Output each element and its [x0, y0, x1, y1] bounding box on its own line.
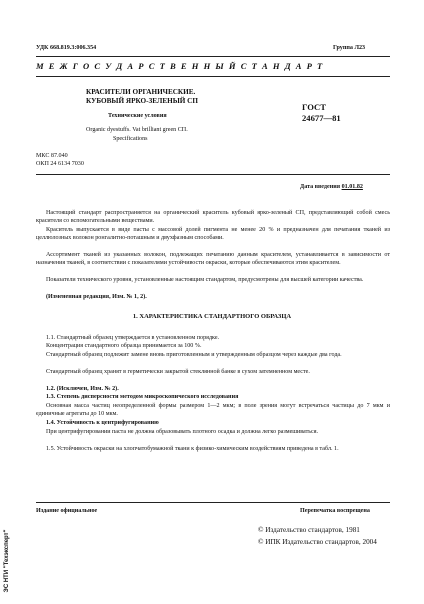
footer-rule [36, 502, 390, 503]
udk-code: УДК 668.819.3:006.354 [36, 45, 97, 51]
clause-1-3-text: Основная масса частиц неопределенной формы размером 1—2 мкм; в поле зрения могут встречаться частицы до 7 мкм и единичные агрегаты до 10 мкм. [36, 403, 390, 418]
clause-1-1: 1.1. Стандартный образец утверждается в установленном порядке. [46, 335, 220, 341]
copyright-1981: © Издательство стандартов, 1981 [258, 526, 360, 534]
clause-1-4-heading: 1.4. Устойчивость к центрифугированию [46, 420, 159, 426]
title-english-2: Specifications [113, 136, 148, 142]
side-stamp: ЭС НТИ "Техэксперт" [4, 529, 10, 593]
group-code: Группа Л23 [333, 45, 366, 51]
effective-date [300, 183, 363, 191]
clause-1-2: 1.2. (Исключен, Изм. № 2). [46, 386, 119, 392]
header-rule-top [36, 56, 390, 57]
official-edition: Издание официальное [36, 508, 98, 514]
clause-1-4-text: При центрифугировании паста не должна образовывать плотного осадка и должна легко размешиваться. [46, 429, 319, 435]
clause-1-1-replacement: Стандартный образец подлежит замене вновь приготовленным и утвержденным образцом через каждые два года. [46, 352, 342, 358]
copyright-2004: © ИПК Издательство стандартов, 2004 [258, 538, 377, 546]
effective-date-value: 01.01.82 [341, 184, 363, 190]
clause-1-5: 1.5. Устойчивость окраски на хлопчатобумажной ткани к физико-химическим воздействиям приведена в табл. 1. [46, 446, 339, 452]
title-rule [36, 174, 390, 175]
title-line-2: КУБОВЫЙ ЯРКО-ЗЕЛЕНЫЙ СП [86, 97, 198, 105]
header-rule-bottom [36, 76, 390, 77]
clause-1-1-concentration: Концентрация стандартного образца принимается за 100 %. [46, 343, 202, 349]
title-subtitle: Технические условия [108, 113, 167, 119]
section-heading: 1. ХАРАКТЕРИСТИКА СТАНДАРТНОГО ОБРАЗЦА [132, 313, 292, 320]
paragraph-revision: (Измененная редакция, Изм. № 1, 2). [46, 294, 147, 300]
reprint-notice: Перепечатка воспрещена [300, 508, 370, 514]
effective-date-label: Дата введения [300, 184, 341, 190]
paragraph-form: Краситель выпускается в виде пасты с массовой долей пигмента не менее 20 % и предназначен для печатания тканей из целлюлозных волокон ронгалитно-поташным и двухфазным способами. [36, 227, 390, 242]
standard-banner: М Е Ж Г О С У Д А Р С Т В Е Н Н Ы Й С Т А Н Д А Р Т [36, 61, 324, 71]
gost-label: ГОСТ [302, 102, 326, 112]
paragraph-assortment: Ассортимент тканей из указанных волокон, подлежащих печатанию данным красителем, устанавливается в зависимости от назначения тканей, в соответствии с показателями устойчивости окраски, которые обеспечиваются этим красителем. [36, 252, 390, 267]
clause-1-1-storage: Стандартный образец хранят в герметически закрытой стеклянной банке в сухом затемненном месте. [46, 369, 310, 375]
paragraph-scope: Настоящий стандарт распространяется на органический краситель кубовый ярко-зеленый СП, представляющий собой смесь красителя со вспомогательными веществами. [36, 210, 390, 225]
title-english-1: Organic dyestuffs. Vat brilliant green CП. [86, 127, 188, 133]
title-line-1: КРАСИТЕЛИ ОРГАНИЧЕСКИЕ. [86, 88, 196, 96]
clause-1-3-heading: 1.3. Степень дисперсности методом микроскопического исследования [46, 394, 239, 400]
mks-code: МКС 87.040 [36, 153, 68, 159]
paragraph-quality: Показатели технического уровня, установленные настоящим стандартом, предусмотрены для высшей категории качества. [46, 277, 364, 283]
okp-code: ОКП 24 6134 7030 [36, 161, 84, 167]
gost-number: 24677—81 [302, 113, 341, 123]
